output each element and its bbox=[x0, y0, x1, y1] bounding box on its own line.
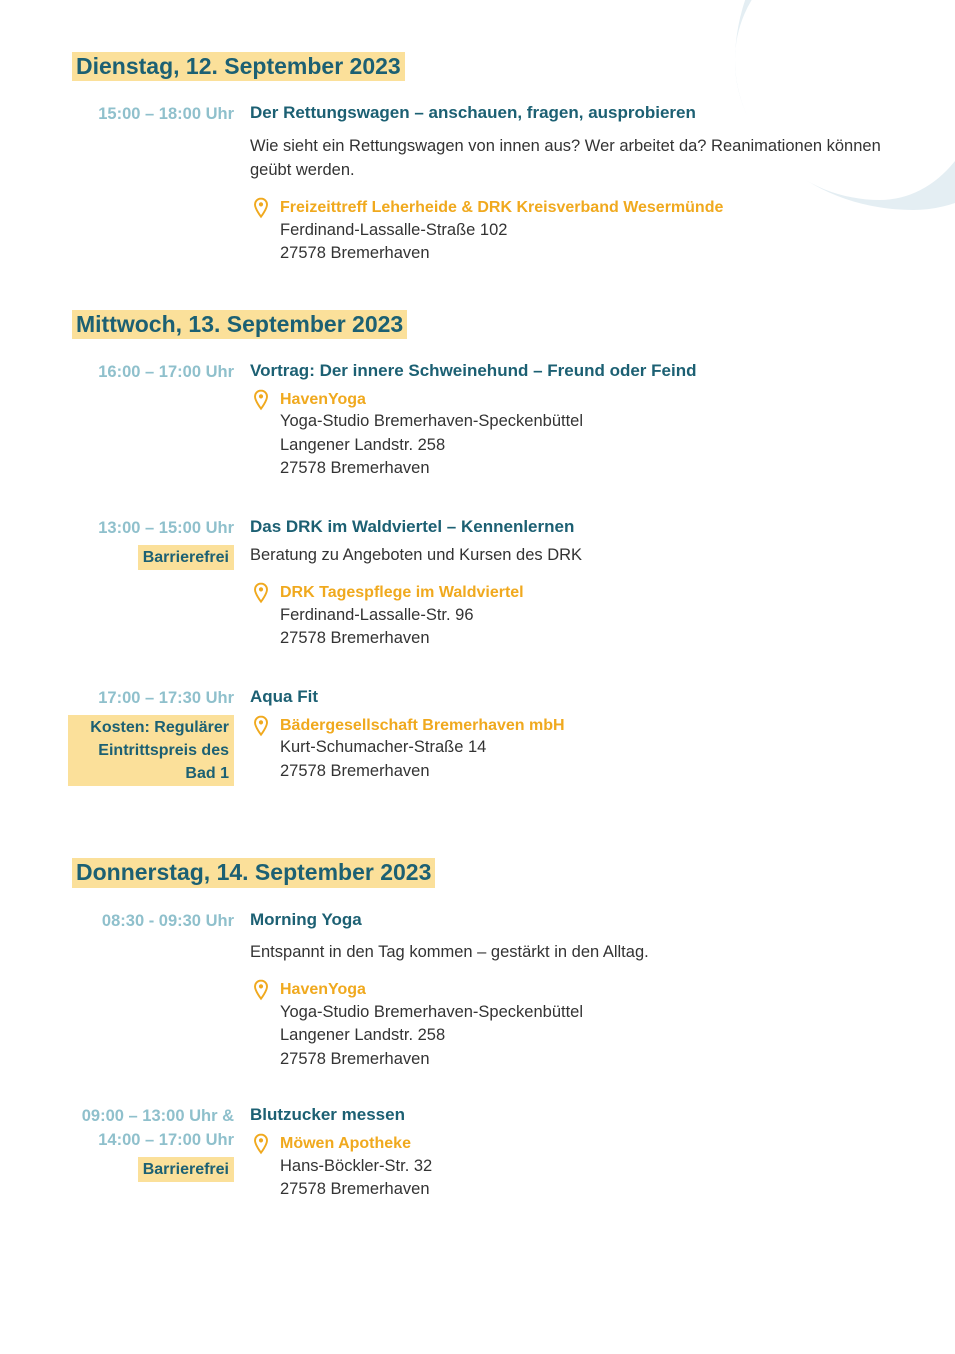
location-street: Kurt-Schumacher-Straße 14 bbox=[280, 738, 487, 757]
event-location bbox=[250, 582, 895, 650]
location-street: Ferdinand-Lassalle-Straße 102 bbox=[280, 220, 508, 239]
event-time: 15:00 – 18:00 Uhr bbox=[98, 105, 234, 124]
location-sublocation: Yoga-Studio Bremerhaven-Speckenbüttel bbox=[280, 412, 584, 431]
event-item bbox=[68, 101, 895, 265]
event-location bbox=[250, 979, 895, 1071]
event-item bbox=[68, 685, 895, 786]
day-heading: Donnerstag, 14. September 2023 bbox=[72, 858, 435, 887]
location-pin-icon bbox=[252, 389, 270, 411]
location-pin-icon bbox=[252, 197, 270, 219]
event-time-column bbox=[68, 685, 248, 786]
location-pin-icon bbox=[252, 715, 270, 737]
event-body bbox=[248, 908, 895, 1072]
accessibility-badge: Barrierefrei bbox=[138, 1157, 234, 1182]
event-tags bbox=[68, 543, 234, 570]
event-time-column bbox=[68, 359, 248, 385]
day-block-tuesday bbox=[68, 52, 895, 266]
event-tags bbox=[68, 1155, 234, 1182]
event-time: 13:00 – 15:00 Uhr bbox=[98, 518, 234, 537]
event-time: 17:00 – 17:30 Uhr bbox=[98, 688, 234, 707]
event-time-column bbox=[68, 908, 248, 934]
spacer bbox=[68, 266, 895, 310]
event-title: Aqua Fit bbox=[250, 686, 318, 706]
location-name: HavenYoga bbox=[280, 390, 366, 408]
event-time: 08:30 - 09:30 Uhr bbox=[101, 911, 234, 930]
location-city: 27578 Bremerhaven bbox=[280, 459, 430, 478]
location-name: Bädergesellschaft Bremerhaven mbH bbox=[280, 716, 565, 734]
event-location bbox=[250, 715, 895, 783]
location-street: Langener Landstr. 258 bbox=[280, 1026, 446, 1045]
event-title: Blutzucker messen bbox=[250, 1105, 405, 1125]
location-city: 27578 Bremerhaven bbox=[280, 1049, 430, 1068]
event-item bbox=[68, 359, 895, 481]
event-body bbox=[248, 359, 895, 481]
event-time-column bbox=[68, 515, 248, 570]
day-block-thursday bbox=[68, 858, 895, 1201]
event-description: Entspannt in den Tag kommen – gestärkt in den Alltag. bbox=[250, 943, 649, 962]
event-title: Das DRK im Waldviertel – Kennenlernen bbox=[250, 516, 575, 536]
event-time-column bbox=[68, 1103, 248, 1182]
location-pin-icon bbox=[252, 979, 270, 1001]
location-name: DRK Tagespflege im Waldviertel bbox=[280, 584, 524, 602]
event-item bbox=[68, 908, 895, 1072]
location-street: Ferdinand-Lassalle-Str. 96 bbox=[280, 605, 474, 624]
day-heading: Dienstag, 12. September 2023 bbox=[72, 52, 405, 81]
event-time-secondary: 14:00 – 17:00 Uhr bbox=[98, 1131, 234, 1150]
location-sublocation: Yoga-Studio Bremerhaven-Speckenbüttel bbox=[280, 1003, 584, 1021]
event-title: Vortrag: Der innere Schweinehund – Freund oder Feind bbox=[250, 360, 697, 380]
location-city: 27578 Bremerhaven bbox=[280, 629, 430, 648]
location-name: Möwen Apotheke bbox=[280, 1135, 411, 1153]
event-body bbox=[248, 1103, 895, 1201]
event-title: Morning Yoga bbox=[250, 909, 362, 929]
location-street: Langener Landstr. 258 bbox=[280, 435, 446, 454]
event-location bbox=[250, 389, 895, 481]
event-time: 16:00 – 17:00 Uhr bbox=[98, 362, 234, 381]
event-description: Beratung zu Angeboten und Kursen des DRK bbox=[250, 546, 583, 565]
cost-badge: Kosten: Regulärer Eintrittspreis des Bad 1 bbox=[68, 715, 234, 787]
accessibility-badge: Barrierefrei bbox=[138, 545, 234, 570]
event-body bbox=[248, 101, 895, 265]
location-city: 27578 Bremerhaven bbox=[280, 1180, 430, 1199]
location-city: 27578 Bremerhaven bbox=[280, 244, 430, 263]
event-item bbox=[68, 515, 895, 651]
location-pin-icon bbox=[252, 582, 270, 604]
event-time: 09:00 – 13:00 Uhr & bbox=[81, 1107, 234, 1126]
location-city: 27578 Bremerhaven bbox=[280, 761, 430, 780]
event-item bbox=[68, 1103, 895, 1201]
location-name: HavenYoga bbox=[280, 981, 366, 999]
location-pin-icon bbox=[252, 1133, 270, 1155]
event-title: Der Rettungswagen – anschauen, fragen, ausprobieren bbox=[250, 103, 696, 123]
location-street: Hans-Böckler-Str. 32 bbox=[280, 1156, 433, 1175]
event-time-column bbox=[68, 101, 248, 127]
day-block-wednesday bbox=[68, 310, 895, 787]
event-tags bbox=[68, 713, 234, 787]
day-heading: Mittwoch, 13. September 2023 bbox=[72, 310, 407, 339]
event-location bbox=[250, 1133, 895, 1201]
spacer bbox=[68, 786, 895, 858]
location-name: Freizeittreff Leherheide & DRK Kreisverband Wesermünde bbox=[280, 199, 724, 217]
event-body bbox=[248, 515, 895, 651]
event-body bbox=[248, 685, 895, 783]
event-description: Wie sieht ein Rettungswagen von innen aus? Wer arbeitet da? Reanimationen können geübt werden. bbox=[250, 137, 881, 180]
event-location bbox=[250, 197, 895, 265]
